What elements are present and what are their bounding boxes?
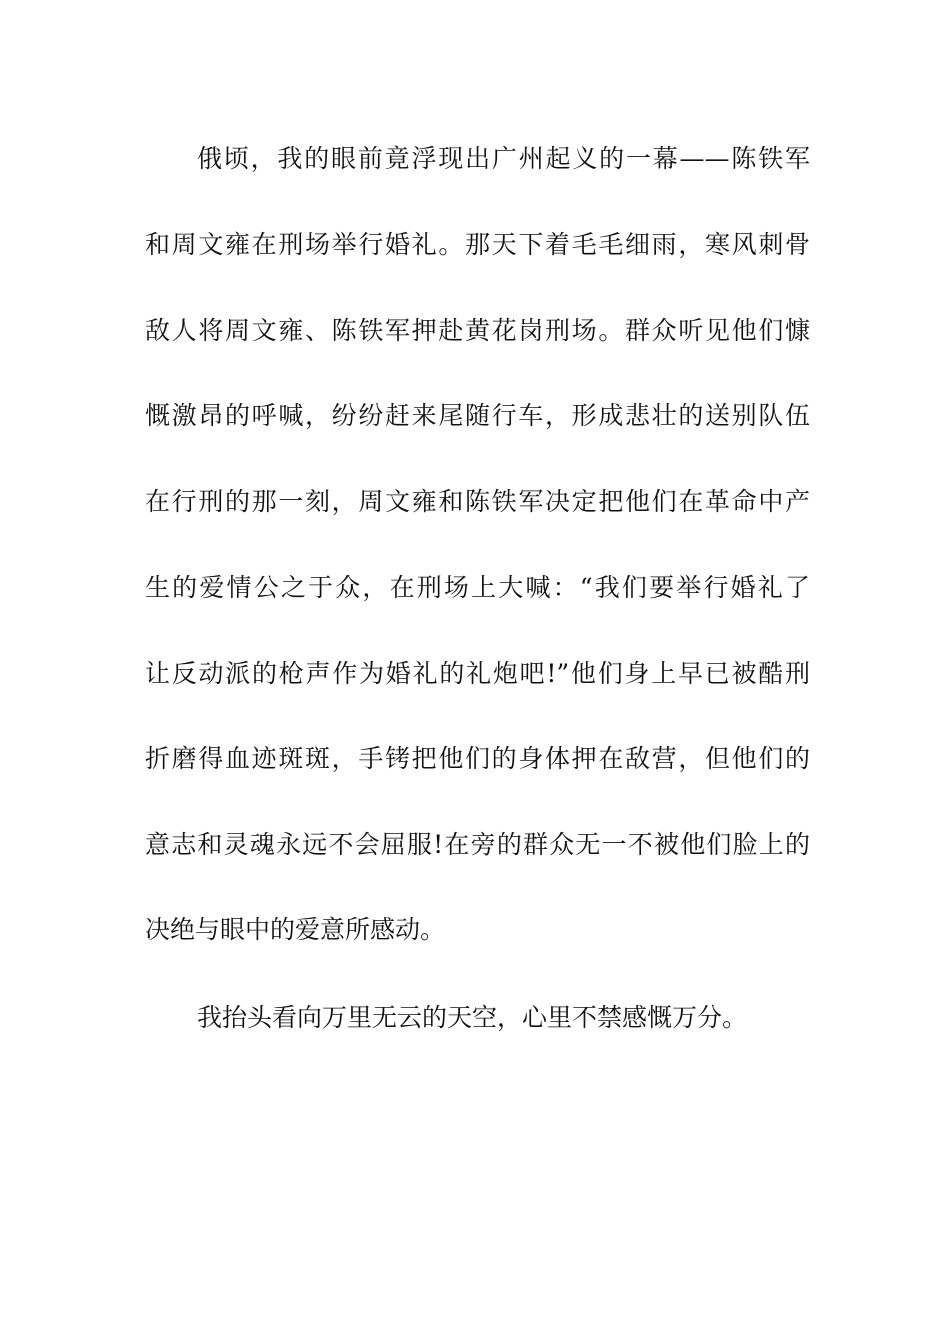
paragraph-1-line-4: 慨激昂的呼喊，纷纷赶来尾随行车，形成悲壮的送别队伍 (145, 401, 810, 430)
paragraph-1-line-3: 敌人将周文雍、陈铁军押赴黄花岗刑场。群众听见他们慷 (145, 316, 810, 345)
paragraph-1-line-5: 在行刑的那一刻，周文雍和陈铁军决定把他们在革命中产 (145, 487, 810, 516)
paragraph-1-line-6: 生的爱情公之于众，在刑场上大喊：“我们要举行婚礼了 (145, 573, 810, 602)
paragraph-1-line-7: 让反动派的枪声作为婚礼的礼炮吧!”他们身上早已被酷刑 (145, 659, 810, 688)
paragraph-1-line-1: 俄顷，我的眼前竟浮现出广州起义的一幕——陈铁军 (197, 144, 810, 173)
paragraph-1-line-10: 决绝与眼中的爱意所感动。 (145, 915, 446, 944)
paragraph-1-line-8: 折磨得血迹斑斑，手铐把他们的身体押在敌营，但他们的 (145, 744, 810, 773)
paragraph-2-line-1: 我抬头看向万里无云的天空，心里不禁感慨万分。 (197, 1003, 748, 1032)
paragraph-1-line-9: 意志和灵魂永远不会屈服!在旁的群众无一不被他们脸上的 (145, 830, 810, 859)
paragraph-1-line-2: 和周文雍在刑场举行婚礼。那天下着毛毛细雨，寒风刺骨 (145, 230, 810, 259)
